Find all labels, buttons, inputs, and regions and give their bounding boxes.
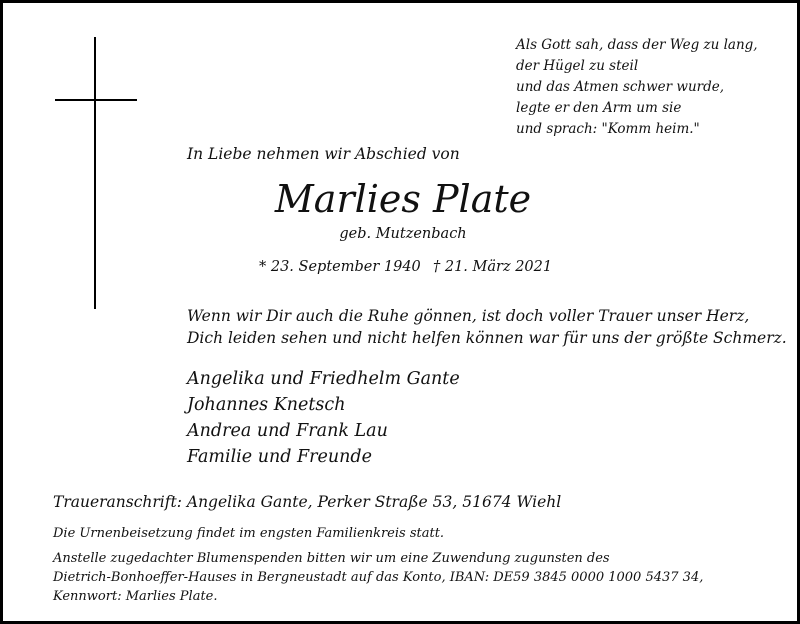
donation-line: Anstelle zugedachter Blumenspenden bitten wir um eine Zuwendung zugunsten des: [53, 551, 610, 566]
donation-line: Kennwort: Marlies Plate.: [53, 589, 218, 604]
poem-line: und das Atmen schwer wurde,: [516, 79, 725, 95]
verse: [187, 305, 787, 349]
birth-date: * 23. September 1940: [259, 259, 421, 275]
mourner-item: Familie und Freunde: [187, 447, 372, 467]
footer-notes: [53, 524, 703, 606]
mourner-item: Andrea und Frank Lau: [187, 421, 388, 441]
donation-line: Dietrich-Bonhoeffer-Hauses in Bergneustadt auf das Konto, IBAN: DE59 3845 0000 1000 5437 34,: [53, 570, 704, 585]
deceased-name: Marlies Plate: [274, 177, 532, 221]
intro-text: In Liebe nehmen wir Abschied von: [187, 145, 460, 163]
mourning-address: Traueranschrift: Angelika Gante, Perker Straße 53, 51674 Wiehl: [53, 493, 562, 511]
burial-note: Die Urnenbeisetzung findet im engsten Familienkreis statt.: [53, 526, 445, 541]
mourner-item: Johannes Knetsch: [187, 395, 346, 415]
mourners-list: [187, 366, 460, 470]
poem-line: Als Gott sah, dass der Weg zu lang,: [516, 37, 758, 53]
poem-line: der Hügel zu steil: [516, 58, 639, 74]
death-date: † 21. März 2021: [433, 259, 553, 275]
cross-icon: [94, 37, 96, 309]
verse-line: Dich leiden sehen und nicht helfen können war für uns der größte Schmerz.: [187, 329, 787, 347]
mourner-item: Angelika und Friedhelm Gante: [187, 369, 460, 389]
poem: [516, 35, 758, 140]
poem-line: legte er den Arm um sie: [516, 100, 682, 116]
maiden-name: geb. Mutzenbach: [339, 226, 467, 242]
verse-line: Wenn wir Dir auch die Ruhe gönnen, ist doch voller Trauer unser Herz,: [187, 307, 750, 325]
cross-icon-crossbar: [55, 99, 137, 101]
poem-line: und sprach: "Komm heim.": [516, 121, 700, 137]
